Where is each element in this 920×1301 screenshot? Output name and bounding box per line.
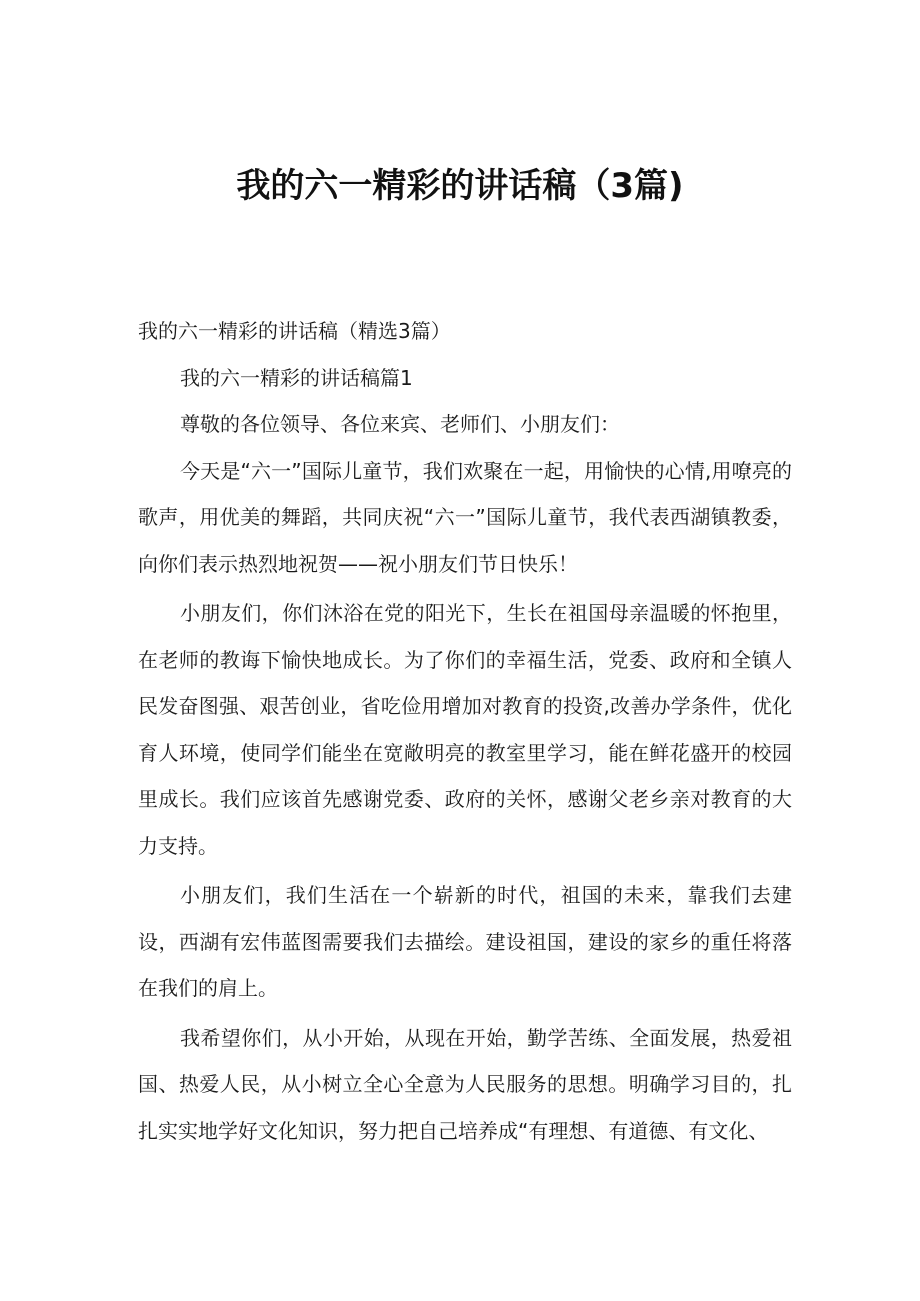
section-heading: 我的六一精彩的讲话稿篇1 (180, 365, 413, 390)
document-body (138, 308, 792, 1154)
paragraph-3: 小朋友们，我们生活在一个崭新的时代，祖国的未来，靠我们去建设，西湖有宏伟蓝图需要我们去描绘。建设祖国，建设的家乡的重任将落在我们的肩上。 (138, 883, 792, 1000)
paragraph-2: 小朋友们，你们沐浴在党的阳光下，生长在祖国母亲温暖的怀抱里，在老师的教诲下愉快地成长。为了你们的幸福生活，党委、政府和全镇人民发奋图强、艰苦创业，省吃俭用增加对教育的投资,改善办学条件，优化育人环境，使同学们能坐在宽敞明亮的教室里学习，能在鲜花盛开的校园里成长。我们应该首先感谢党委、政府的关怀，感谢父老乡亲对教育的大力支持。 (138, 601, 792, 858)
paragraph-greeting: 尊敬的各位领导、各位来宾、老师们、小朋友们： (180, 412, 620, 436)
document-subtitle: 我的六一精彩的讲话稿（精选3篇） (138, 319, 451, 343)
paragraph-1: 今天是“六一”国际儿童节，我们欢聚在一起，用愉快的心情,用嘹亮的歌声，用优美的舞蹈，共同庆祝“六一”国际儿童节，我代表西湖镇教委，向你们表示热烈地祝贺——祝小朋友们节日快乐！ (138, 458, 792, 576)
paragraph-4: 我希望你们，从小开始，从现在开始，勤学苦练、全面发展，热爱祖国、热爱人民，从小树立全心全意为人民服务的思想。明确学习目的，扎扎实实地学好文化知识，努力把自己培养成“有理想、有道德、有文化、 (138, 1025, 792, 1143)
document-title: 我的六一精彩的讲话稿（3篇) (236, 166, 684, 206)
